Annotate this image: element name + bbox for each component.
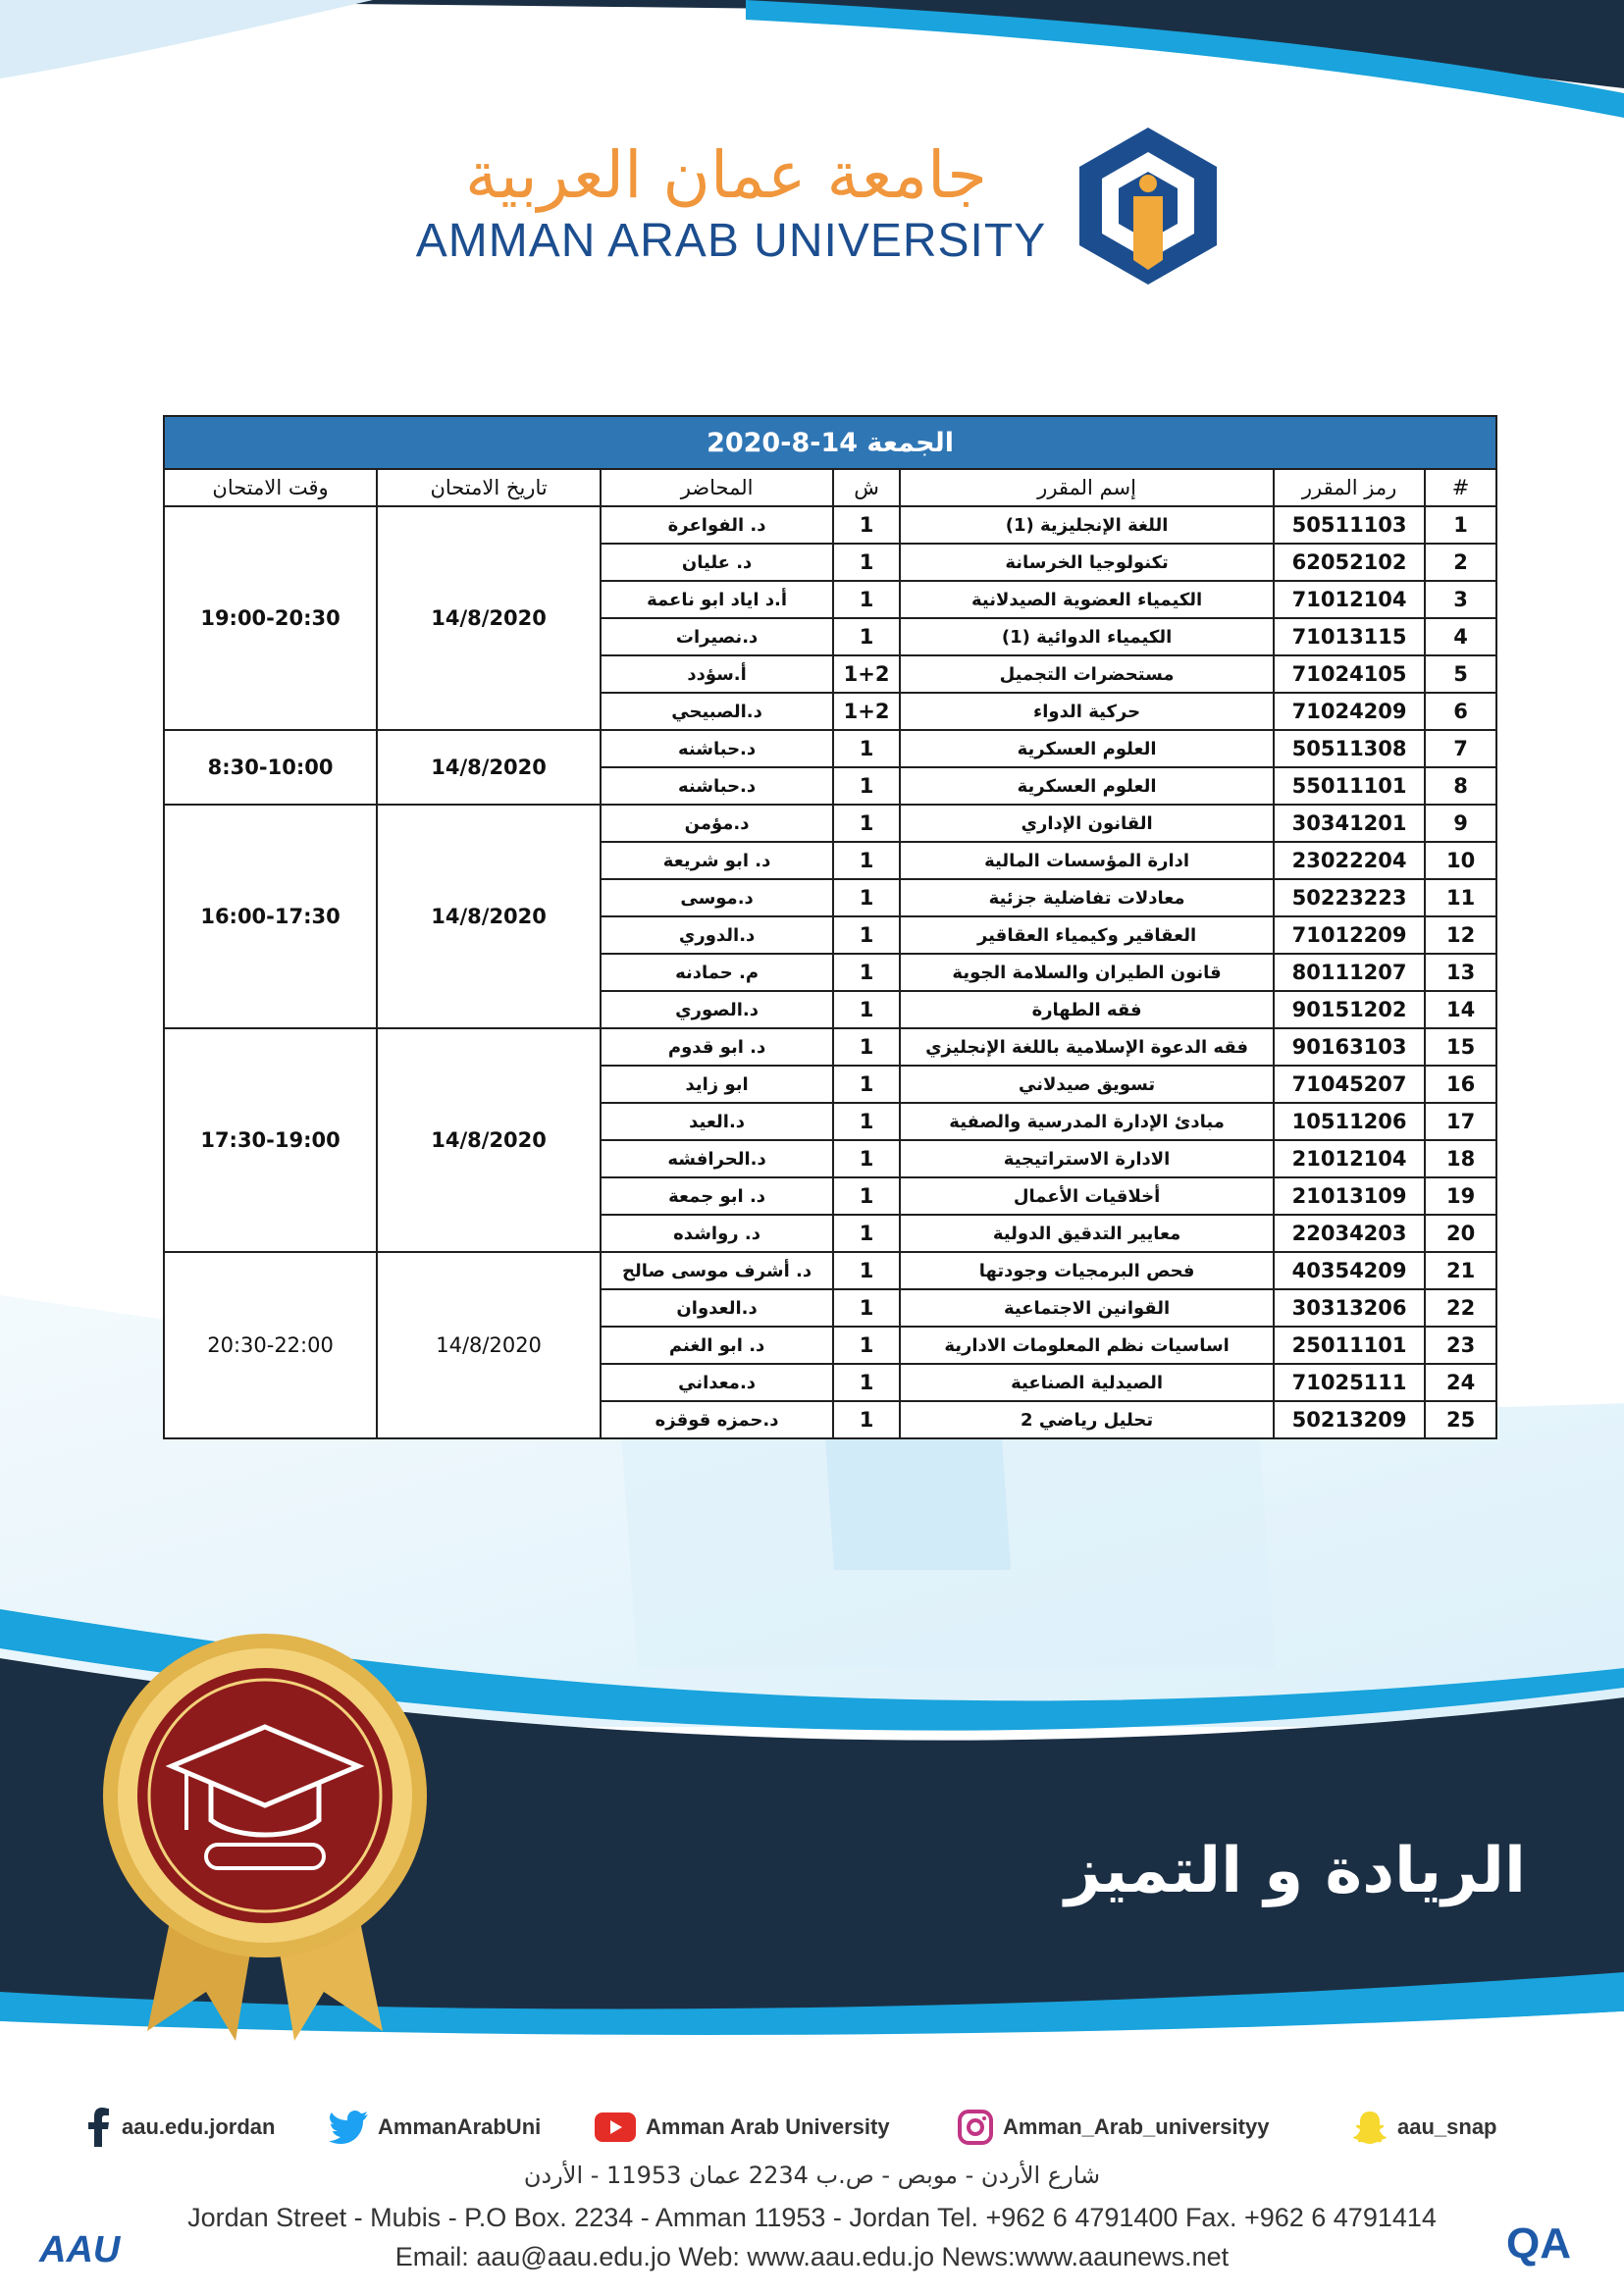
section: 1 — [833, 1103, 900, 1140]
instagram-handle: Amman_Arab_universityy — [1003, 2114, 1270, 2139]
row-number: 4 — [1425, 618, 1496, 655]
row-number: 3 — [1425, 581, 1496, 618]
course-name: معادلات تفاضلية جزئية — [900, 879, 1274, 916]
column-header-exam-time: وقت الامتحان — [164, 469, 377, 506]
course-code: 30313206 — [1274, 1289, 1425, 1327]
exam-date: 14/8/2020 — [377, 1028, 601, 1252]
section: 1 — [833, 581, 900, 618]
lecturer: د.الصبيحي — [601, 693, 833, 730]
column-header-exam-date: تاريخ الامتحان — [377, 469, 601, 506]
course-name: القانون الإداري — [900, 805, 1274, 842]
lecturer: د.مؤمن — [601, 805, 833, 842]
section: 1 — [833, 842, 900, 879]
row-number: 5 — [1425, 655, 1496, 693]
lecturer: د.الدوري — [601, 916, 833, 954]
course-code: 50223223 — [1274, 879, 1425, 916]
section: 1 — [833, 954, 900, 991]
course-code: 30341201 — [1274, 805, 1425, 842]
course-name: فقه الطهارة — [900, 991, 1274, 1028]
qa-logo: QA — [1506, 2219, 1571, 2268]
social-instagram[interactable] — [958, 2110, 1269, 2145]
course-name: اساسيات نظم المعلومات الادارية — [900, 1327, 1274, 1364]
exam-time: 16:00-17:30 — [164, 805, 377, 1028]
course-name: مستحضرات التجميل — [900, 655, 1274, 693]
exam-time: 19:00-20:30 — [164, 506, 377, 730]
exam-schedule-table — [163, 415, 1497, 1439]
row-number: 14 — [1425, 991, 1496, 1028]
course-name: القوانين الاجتماعية — [900, 1289, 1274, 1327]
section: 1 — [833, 1066, 900, 1103]
course-name: العقاقير وكيمياء العقاقير — [900, 916, 1274, 954]
snapchat-icon — [1352, 2110, 1388, 2145]
column-header-course-code: رمز المقرر — [1274, 469, 1425, 506]
course-name: حركية الدواء — [900, 693, 1274, 730]
university-name-english: AMMAN ARAB UNIVERSITY — [415, 215, 1047, 267]
exam-time: 8:30-10:00 — [164, 730, 377, 805]
lecturer: د. ابو الغنم — [601, 1327, 833, 1364]
section: 1 — [833, 1177, 900, 1215]
course-code: 71013115 — [1274, 618, 1425, 655]
table-row — [164, 1028, 1496, 1066]
course-code: 50213209 — [1274, 1401, 1425, 1438]
row-number: 7 — [1425, 730, 1496, 767]
lecturer: ابو زايد — [601, 1066, 833, 1103]
course-name: العلوم العسكرية — [900, 730, 1274, 767]
lecturer: د.العيد — [601, 1103, 833, 1140]
youtube-channel: Amman Arab University — [646, 2114, 890, 2139]
youtube-icon — [595, 2112, 636, 2142]
course-name: قانون الطيران والسلامة الجوية — [900, 954, 1274, 991]
section: 1+2 — [833, 693, 900, 730]
column-header-number: # — [1425, 469, 1496, 506]
table-row — [164, 506, 1496, 544]
column-header-section: ش — [833, 469, 900, 506]
instagram-icon — [958, 2110, 993, 2145]
row-number: 17 — [1425, 1103, 1496, 1140]
section: 1 — [833, 1028, 900, 1066]
course-code: 71025111 — [1274, 1364, 1425, 1401]
course-code: 10511206 — [1274, 1103, 1425, 1140]
section: 1 — [833, 1327, 900, 1364]
lecturer: أ.د اياد ابو ناعمة — [601, 581, 833, 618]
table-row — [164, 805, 1496, 842]
course-name: فقه الدعوة الإسلامية باللغة الإنجليزي — [900, 1028, 1274, 1066]
course-name: فحص البرمجيات وجودتها — [900, 1252, 1274, 1289]
schedule-title: الجمعة 14-8-2020 — [164, 416, 1496, 469]
lecturer: د.الحرافشه — [601, 1140, 833, 1177]
exam-date: 14/8/2020 — [377, 730, 601, 805]
lecturer: د. ابو جمعة — [601, 1177, 833, 1215]
course-name: ادارة المؤسسات المالية — [900, 842, 1274, 879]
column-header-lecturer: المحاضر — [601, 469, 833, 506]
row-number: 21 — [1425, 1252, 1496, 1289]
slogan: الريادة و التميز — [1065, 1835, 1526, 1907]
row-number: 10 — [1425, 842, 1496, 879]
course-name: الادارة الاستراتيجية — [900, 1140, 1274, 1177]
lecturer: م. حمادنه — [601, 954, 833, 991]
section: 1 — [833, 544, 900, 581]
exam-date: 14/8/2020 — [377, 1252, 601, 1438]
course-code: 22034203 — [1274, 1215, 1425, 1252]
row-number: 16 — [1425, 1066, 1496, 1103]
row-number: 2 — [1425, 544, 1496, 581]
section: 1 — [833, 805, 900, 842]
course-code: 90163103 — [1274, 1028, 1425, 1066]
social-snapchat[interactable] — [1352, 2110, 1497, 2145]
section: 1 — [833, 1401, 900, 1438]
course-name: الكيمياء الدوائية (1) — [900, 618, 1274, 655]
address-english: Jordan Street - Mubis - P.O Box. 2234 - Amman 11953 - Jordan Tel. +962 6 4791400 Fax. +962 6 4791414 — [187, 2203, 1437, 2232]
graduation-medal-icon — [88, 1619, 442, 2041]
facebook-handle: aau.edu.jordan — [122, 2114, 276, 2139]
section: 1 — [833, 991, 900, 1028]
lecturer: د. أشرف موسى صالح — [601, 1252, 833, 1289]
table-row — [164, 730, 1496, 767]
course-code: 71012104 — [1274, 581, 1425, 618]
course-code: 55011101 — [1274, 767, 1425, 805]
course-name: العلوم العسكرية — [900, 767, 1274, 805]
row-number: 25 — [1425, 1401, 1496, 1438]
course-code: 21013109 — [1274, 1177, 1425, 1215]
course-code: 40354209 — [1274, 1252, 1425, 1289]
section: 1 — [833, 916, 900, 954]
lecturer: د.الصوري — [601, 991, 833, 1028]
row-number: 19 — [1425, 1177, 1496, 1215]
row-number: 11 — [1425, 879, 1496, 916]
course-code: 23022204 — [1274, 842, 1425, 879]
lecturer: د. رواشده — [601, 1215, 833, 1252]
section: 1 — [833, 1252, 900, 1289]
lecturer: د.حمزه قوقزه — [601, 1401, 833, 1438]
row-number: 15 — [1425, 1028, 1496, 1066]
table-row — [164, 1252, 1496, 1289]
social-facebook[interactable] — [86, 2110, 275, 2145]
row-number: 12 — [1425, 916, 1496, 954]
exam-date: 14/8/2020 — [377, 506, 601, 730]
course-name: الكيمياء العضوية الصيدلانية — [900, 581, 1274, 618]
university-name-arabic: جامعة عمان العربية — [465, 137, 987, 213]
section: 1 — [833, 1289, 900, 1327]
section: 1 — [833, 618, 900, 655]
aau-logo: AAU — [39, 2229, 121, 2270]
row-number: 13 — [1425, 954, 1496, 991]
twitter-icon — [329, 2111, 368, 2144]
course-name: تكنولوجيا الخرسانة — [900, 544, 1274, 581]
row-number: 23 — [1425, 1327, 1496, 1364]
section: 1 — [833, 1364, 900, 1401]
section: 1 — [833, 1140, 900, 1177]
contact-line: Email: aau@aau.edu.jo Web: www.aau.edu.jo News:www.aaunews.net — [394, 2242, 1230, 2271]
course-name: معايير التدقيق الدولية — [900, 1215, 1274, 1252]
exam-time: 20:30-22:00 — [164, 1252, 377, 1438]
row-number: 9 — [1425, 805, 1496, 842]
schedule-body — [164, 506, 1496, 1438]
snapchat-handle: aau_snap — [1397, 2114, 1497, 2139]
course-name: اللغة الإنجليزية (1) — [900, 506, 1274, 544]
course-code: 71012209 — [1274, 916, 1425, 954]
row-number: 1 — [1425, 506, 1496, 544]
row-number: 24 — [1425, 1364, 1496, 1401]
social-youtube[interactable] — [595, 2110, 890, 2145]
course-code: 25011101 — [1274, 1327, 1425, 1364]
course-code: 71024209 — [1274, 693, 1425, 730]
course-name: أخلاقيات الأعمال — [900, 1177, 1274, 1215]
row-number: 18 — [1425, 1140, 1496, 1177]
section: 1 — [833, 506, 900, 544]
row-number: 22 — [1425, 1289, 1496, 1327]
course-code: 90151202 — [1274, 991, 1425, 1028]
column-header-course-name: إسم المقرر — [900, 469, 1274, 506]
section: 1 — [833, 730, 900, 767]
exam-time: 17:30-19:00 — [164, 1028, 377, 1252]
section: 1+2 — [833, 655, 900, 693]
exam-date: 14/8/2020 — [377, 805, 601, 1028]
course-code: 21012104 — [1274, 1140, 1425, 1177]
lecturer: د.العدوان — [601, 1289, 833, 1327]
lecturer: د.حباشنه — [601, 767, 833, 805]
course-code: 71024105 — [1274, 655, 1425, 693]
lecturer: د. عليان — [601, 544, 833, 581]
row-number: 6 — [1425, 693, 1496, 730]
twitter-handle: AmmanArabUni — [378, 2114, 542, 2139]
course-code: 62052102 — [1274, 544, 1425, 581]
course-code: 50511103 — [1274, 506, 1425, 544]
row-number: 20 — [1425, 1215, 1496, 1252]
lecturer: د. ابو قدوم — [601, 1028, 833, 1066]
lecturer: أ.سؤدد — [601, 655, 833, 693]
course-code: 71045207 — [1274, 1066, 1425, 1103]
address-arabic: شارع الأردن - موبص - ص.ب 2234 عمان 11953 - الأردن — [523, 2162, 1101, 2189]
section: 1 — [833, 1215, 900, 1252]
lecturer: د.موسى — [601, 879, 833, 916]
social-twitter[interactable] — [329, 2110, 541, 2145]
course-name: تسويق صيدلاني — [900, 1066, 1274, 1103]
course-name: تحليل رياضي 2 — [900, 1401, 1274, 1438]
lecturer: د.معداني — [601, 1364, 833, 1401]
lecturer: د.نصيرات — [601, 618, 833, 655]
university-logo-icon — [1074, 123, 1222, 289]
course-name: الصيدلية الصناعية — [900, 1364, 1274, 1401]
course-code: 50511308 — [1274, 730, 1425, 767]
lecturer: د. الفواعرة — [601, 506, 833, 544]
facebook-icon — [86, 2108, 112, 2147]
course-code: 80111207 — [1274, 954, 1425, 991]
section: 1 — [833, 879, 900, 916]
row-number: 8 — [1425, 767, 1496, 805]
lecturer: د.حباشنه — [601, 730, 833, 767]
lecturer: د. ابو شريعة — [601, 842, 833, 879]
section: 1 — [833, 767, 900, 805]
course-name: مبادئ الإدارة المدرسية والصفية — [900, 1103, 1274, 1140]
